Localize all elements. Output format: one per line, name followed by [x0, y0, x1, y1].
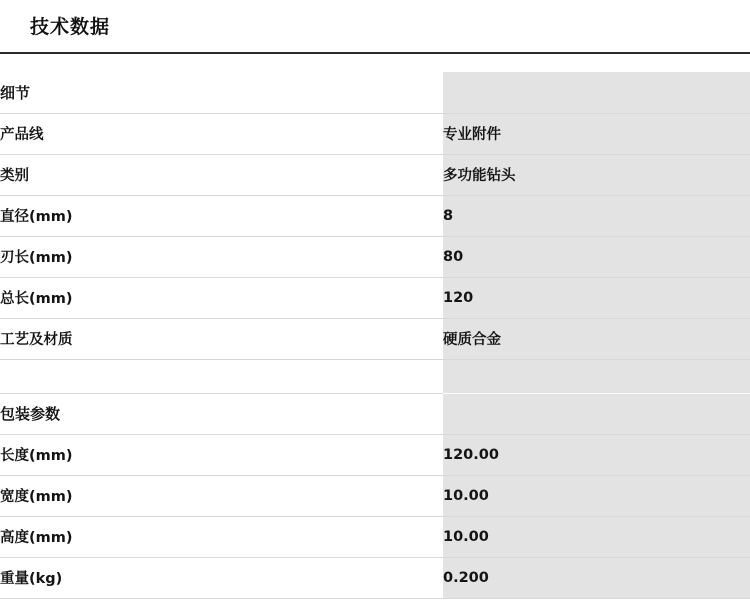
table-row: [0, 557, 750, 598]
section-heading-value: [443, 72, 750, 113]
row-label: 总长(mm): [0, 277, 443, 318]
table-row: [0, 318, 750, 359]
row-label: 产品线: [0, 113, 443, 154]
row-label: 类别: [0, 154, 443, 195]
section-heading-value: [443, 393, 750, 434]
row-label: 宽度(mm): [0, 475, 443, 516]
section-spacer: [0, 359, 750, 393]
row-value: 硬质合金: [443, 318, 750, 359]
table-row: [0, 475, 750, 516]
row-value: 8: [443, 195, 750, 236]
row-label: 高度(mm): [0, 516, 443, 557]
row-label: 直径(mm): [0, 195, 443, 236]
spec-table: [0, 72, 750, 599]
table-row: [0, 195, 750, 236]
spacer-label: [0, 359, 443, 393]
table-row: [0, 434, 750, 475]
row-label: 刃长(mm): [0, 236, 443, 277]
row-value: 专业附件: [443, 113, 750, 154]
table-row: [0, 113, 750, 154]
title-divider: [0, 52, 750, 54]
section-heading-details: [0, 72, 750, 113]
section-heading-packaging: [0, 393, 750, 434]
row-value: 多功能钻头: [443, 154, 750, 195]
section-heading-label: 包装参数: [0, 393, 443, 434]
row-value: 10.00: [443, 516, 750, 557]
row-label: 重量(kg): [0, 557, 443, 598]
row-value: 10.00: [443, 475, 750, 516]
row-value: 80: [443, 236, 750, 277]
row-value: 120: [443, 277, 750, 318]
page-header: [0, 0, 750, 46]
table-row: [0, 236, 750, 277]
row-value: 120.00: [443, 434, 750, 475]
row-value: 0.200: [443, 557, 750, 598]
row-label: 长度(mm): [0, 434, 443, 475]
table-row: [0, 277, 750, 318]
section-heading-label: 细节: [0, 72, 443, 113]
row-label: 工艺及材质: [0, 318, 443, 359]
spacer-value: [443, 359, 750, 393]
page-title: 技术数据: [30, 16, 111, 38]
table-row: [0, 516, 750, 557]
table-row: [0, 154, 750, 195]
